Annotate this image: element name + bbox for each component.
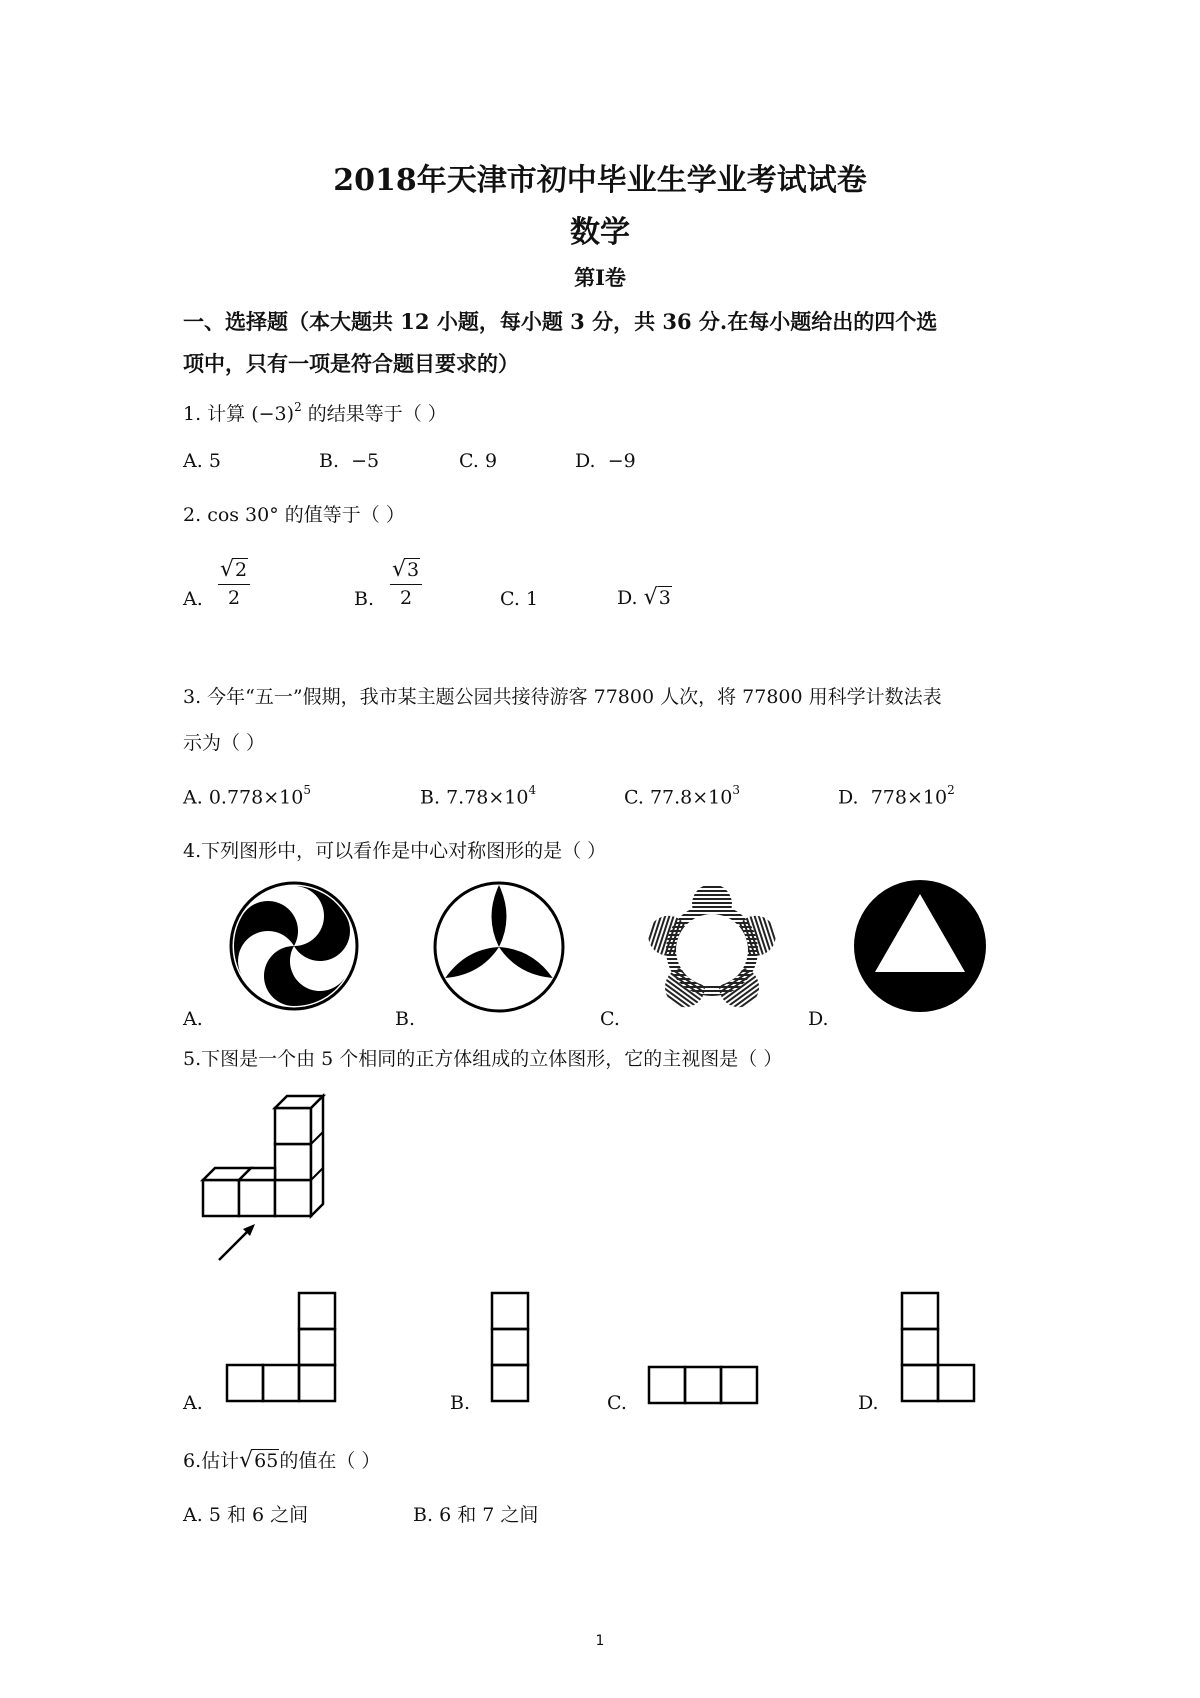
question-5: 5.下图是一个由 5 个相同的正方体组成的立体图形，它的主视图是（ ） <box>183 1048 783 1070</box>
q6-radical: √65 <box>239 1448 279 1473</box>
q2-expr: cos 30° <box>207 504 279 526</box>
q6-option-a: A. 5 和 6 之间 <box>183 1504 309 1526</box>
q6-prefix: 6.估计 <box>183 1450 240 1472</box>
q5-view-d <box>900 1285 980 1403</box>
q3-option-d: D. $778\times 10^2$ <box>838 783 955 809</box>
q2-option-d: D. √3 <box>617 585 671 610</box>
section-heading-line2: 项中，只有一项是符合题目要求的） <box>183 351 519 376</box>
question-1 <box>183 399 447 426</box>
q4-figure-c <box>644 882 780 1018</box>
q2-suffix: 的值等于（ ） <box>284 504 405 526</box>
q3-option-b: B. $7.78\times 10^4$ <box>420 783 537 809</box>
q2-prefix: 2. <box>183 504 202 526</box>
q5-view-c <box>645 1363 761 1407</box>
subject-title: 数学 <box>570 215 630 250</box>
q3-option-a: A. $0.778\times 10^5$ <box>183 783 311 809</box>
question-3-line1: 3. 今年“五一”假期，我市某主题公园共接待游客 77800 人次，将 77800 用科学计数法表 <box>183 686 942 708</box>
exam-title: 2018年天津市初中毕业生学业考试试卷 <box>333 163 867 198</box>
q2-option-a-letter: A. <box>183 588 203 610</box>
q2-option-b-letter: B. <box>354 588 375 610</box>
q2-option-b-fraction: $\frac{√3}{2}$ <box>380 557 422 609</box>
q2-option-a-fraction: $\frac{√2}{2}$ <box>208 557 250 609</box>
q4-label-b: B. <box>395 1008 416 1030</box>
q4-label-d: D. <box>808 1008 829 1030</box>
question-6 <box>183 1446 380 1473</box>
page-number: 1 <box>595 1633 605 1649</box>
q4-figure-a <box>228 880 360 1012</box>
q4-figure-b <box>432 880 566 1014</box>
q1-option-d: D. −9 <box>575 450 636 472</box>
q1-exponent: 2 <box>294 399 302 414</box>
volume-title: 第Ⅰ卷 <box>574 265 626 290</box>
q4-label-c: C. <box>600 1008 620 1030</box>
q5-view-a <box>225 1285 341 1403</box>
q2-option-c: C. 1 <box>500 588 539 610</box>
q5-label-c: C. <box>607 1392 627 1414</box>
q4-figure-d <box>852 878 988 1014</box>
q4-label-a: A. <box>183 1008 203 1030</box>
q1-prefix: 1. 计算 <box>183 403 246 425</box>
q6-option-b: B. 6 和 7 之间 <box>413 1504 539 1526</box>
question-4: 4.下列图形中，可以看作是中心对称图形的是（ ） <box>183 840 607 862</box>
q1-option-a: A. 5 <box>183 450 221 472</box>
q3-option-c: C. $77.8\times 10^3$ <box>624 783 740 809</box>
q5-view-b <box>488 1285 532 1403</box>
q1-expr: (−3) <box>251 403 295 425</box>
q5-label-b: B. <box>450 1392 471 1414</box>
question-2 <box>183 500 405 527</box>
q1-suffix: 的结果等于（ ） <box>307 403 447 425</box>
section-heading-line1: 一、选择题（本大题共 12 小题，每小题 3 分，共 36 分.在每小题给出的四个选 <box>183 309 938 334</box>
q1-option-c: C. 9 <box>459 450 498 472</box>
question-3-line2: 示为（ ） <box>183 732 266 754</box>
q6-suffix: 的值在（ ） <box>279 1450 381 1472</box>
q5-label-d: D. <box>858 1392 879 1414</box>
q5-solid-figure <box>195 1085 375 1265</box>
q5-label-a: A. <box>183 1392 203 1414</box>
q1-option-b: B. −5 <box>319 450 380 472</box>
